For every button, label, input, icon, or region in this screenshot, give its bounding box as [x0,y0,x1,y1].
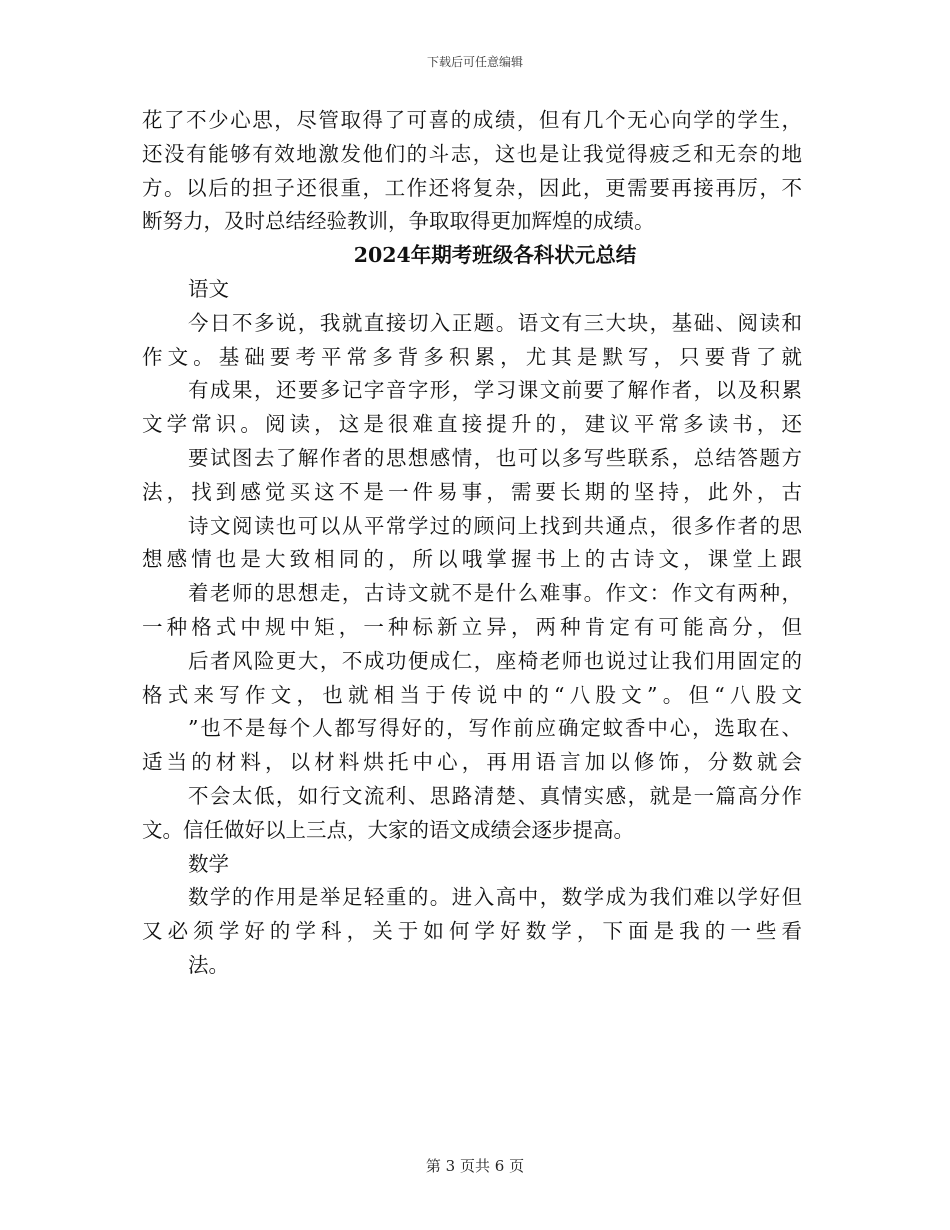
paragraph-line: 不会太低，如行文流利、思路清楚、真情实感，就是一篇高分作 [188,783,802,808]
paragraph-line: 还没有能够有效地激发他们的斗志，这也是让我觉得疲乏和无奈的地 [142,141,802,166]
paragraph-line: ”也不是每个人都写得好的，写作前应确定蚊香中心，选取在、 [188,716,802,741]
paragraph-line: 花了不少心思，尽管取得了可喜的成绩，但有几个无心向学的学生， [142,108,802,132]
article-title: 2024年期考班级各科状元总结 [353,243,637,268]
paragraph-line: 法。 [188,952,229,977]
paragraph-line: 要试图去了解作者的思想感情，也可以多写些联系，总结答题方 [188,445,802,470]
paragraph-line: 今日不多说，我就直接切入正题。语文有三大块，基础、阅读和 [188,310,802,335]
paragraph-line: 断努力，及时总结经验教训，争取取得更加辉煌的成绩。 [142,209,655,234]
paragraph-line: 文。信任做好以上三点，大家的语文成绩会逐步提高。 [142,817,634,842]
paragraph-line: 格式来写作文，也就相当于传说中的“八股文”。但“八股文 [142,682,802,707]
paragraph-line: 着老师的思想走，古诗文就不是什么难事。作文：作文有两种， [188,581,802,606]
paragraph-line: 数学的作用是举足轻重的。进入高中，数学成为我们难以学好但 [188,885,802,910]
paragraph-line: 法，找到感觉买这不是一件易事，需要长期的坚持，此外，古 [142,479,802,504]
paragraph-line: 方。以后的担子还很重，工作还将复杂，因此，更需要再接再厉，不 [142,175,802,200]
section-heading-chinese: 语文 [188,276,229,301]
paragraph-line: 想感情也是大致相同的，所以哦掌握书上的古诗文，课堂上跟 [142,547,802,572]
section-heading-math: 数学 [188,851,229,876]
paragraph-line: 又必须学好的学科，关于如何学好数学，下面是我的一些看 [142,919,802,944]
paragraph-line: 诗文阅读也可以从平常学过的顾问上找到共通点，很多作者的思 [188,513,802,538]
paragraph-line: 一种格式中规中矩，一种标新立异，两种肯定有可能高分，但 [142,614,802,639]
paragraph-line: 后者风险更大，不成功便成仁，座椅老师也说过让我们用固定的 [188,648,802,673]
paragraph-line: 有成果，还要多记字音字形，学习课文前要了解作者，以及积累 [188,378,802,403]
paragraph-line: 文学常识。阅读，这是很难直接提升的，建议平常多读书，还 [142,412,802,437]
document-body [142,104,802,983]
page-header: 下载后可任意编辑 [426,55,523,69]
page-number-footer: 第 3 页共 6 页 [425,1157,525,1175]
paragraph-line: 作文。基础要考平常多背多积累，尤其是默写，只要背了就 [142,344,802,369]
paragraph-line: 适当的材料，以材料烘托中心，再用语言加以修饰，分数就会 [142,750,802,775]
